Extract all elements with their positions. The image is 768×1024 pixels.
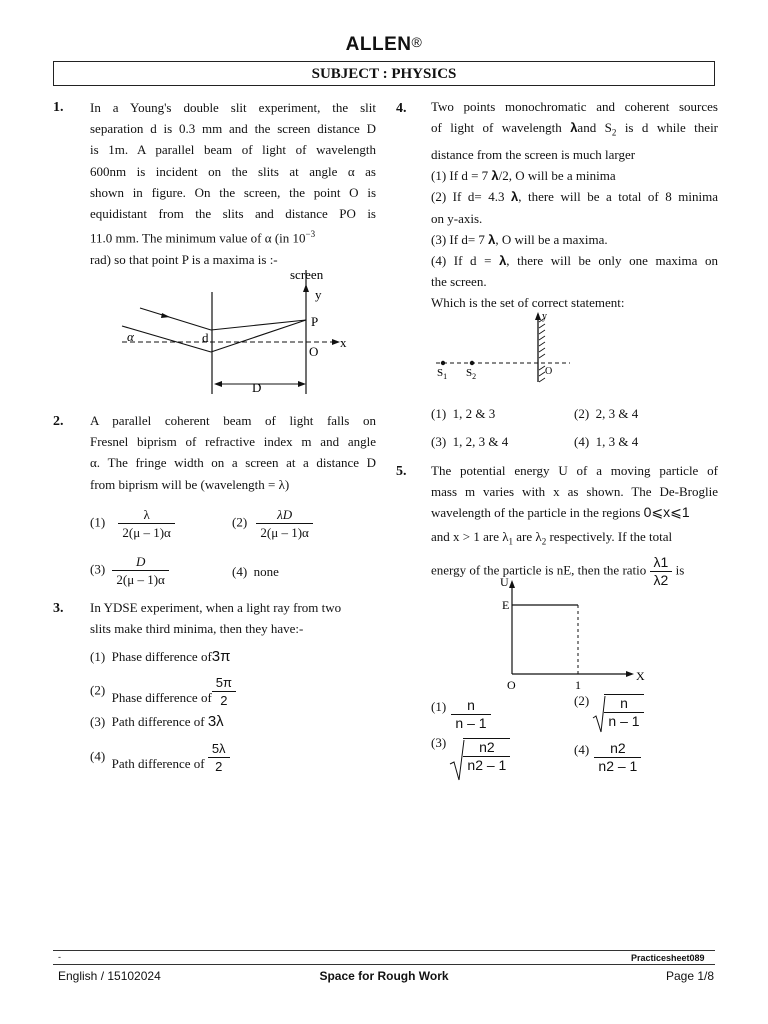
- q5-option-1[interactable]: (1) $\frac{n}{n - 1}$: [431, 697, 491, 732]
- q3-option-1[interactable]: (1) Phase difference of3π: [90, 648, 231, 665]
- footer-sheet-code: Practicesheet089: [631, 953, 705, 963]
- q5-graph-o-label: O: [507, 678, 516, 692]
- q3-option-4[interactable]: (4) Path difference of $\frac{5\lambda}{2}$: [90, 740, 230, 775]
- q3-number: 3.: [53, 601, 64, 616]
- q4-number: 4.: [396, 101, 407, 116]
- q4-text: Two points monochromatic and coherent sources of light of wavelength λand $S_2$ is d while their distance from the screen is much larger (1) If d = 7 λ/2, O will be a minima (2) If d= 4.3 λ, there will be a total of 8 minima on y-axis. (3) If d= 7 λ, O will be a maxima. (4) If d = λ, there will be only one maxima on the screen. Which is the set of correct statement:: [431, 99, 719, 311]
- q2-option-2[interactable]: (2) $\frac{\lambda D}{2(\mu - 1)\alpha}$: [232, 506, 313, 541]
- q3-option-3[interactable]: (3) Path difference of 3λ: [90, 713, 224, 730]
- q2-option-3[interactable]: (3) $\frac{D}{2(\mu - 1)\alpha}$: [90, 553, 169, 588]
- q1-fig-D-label: D: [252, 380, 262, 395]
- brand-logo: ALLEN®: [345, 34, 423, 55]
- q1-fig-o-label: O: [309, 344, 319, 359]
- q1-fig-x-label: x: [340, 335, 347, 350]
- q5-graph-1-label: 1: [575, 678, 581, 692]
- q1-fig-screen-label: screen: [290, 267, 324, 282]
- q5-number: 5.: [396, 464, 407, 479]
- subject-title: SUBJECT : PHYSICS: [53, 61, 715, 86]
- q5-option-4[interactable]: (4) $\frac{n2}{n2 - 1}$: [574, 740, 641, 775]
- q1-figure: [118, 262, 358, 402]
- q5-graph: [496, 574, 656, 692]
- q3-text: In YDSE experiment, when a light ray from two slits make third minima, then they have:-: [90, 600, 342, 637]
- q1-fig-d-label: d: [202, 330, 209, 345]
- footer-page-number: Page 1/8: [666, 969, 715, 983]
- footer-rough-work: Space for Rough Work: [319, 969, 449, 983]
- q2-number: 2.: [53, 414, 64, 429]
- footer-bottom-rule: [53, 964, 715, 965]
- q4-figure: [430, 308, 580, 384]
- q1-text: In a Young's double slit experiment, the slit separation d is 0.3 mm and the screen distance D is 1m. A parallel beam of light of wavelength 600nm is incident on the slits at angle α as shown in figure. On the screen, the point O is equidistant from the slits and distance PO is 11.0 mm. The minimum value of α (in $10^{-3}$ rad) so that point P is a maxima is :-: [90, 100, 376, 267]
- q1-fig-alpha-label: α: [127, 329, 134, 344]
- q4-option-4[interactable]: (4) 1, 3 & 4: [574, 434, 639, 449]
- footer-dash: -: [58, 952, 61, 962]
- q4-option-1[interactable]: (1) 1, 2 & 3: [431, 406, 496, 421]
- footer-language-date: English / 15102024: [58, 969, 161, 983]
- q2-option-4[interactable]: (4) none: [232, 564, 279, 579]
- footer-top-rule: [53, 950, 715, 951]
- q4-fig-o-label: O: [545, 366, 553, 377]
- q3-option-2[interactable]: (2) Phase difference of $\frac{5\pi}{2}$: [90, 674, 236, 709]
- q4-fig-y-label: y: [542, 311, 547, 322]
- q5-graph-e-label: E: [502, 598, 510, 612]
- q4-fig-s2-label: $S_2$: [466, 367, 477, 381]
- q4-fig-s1-label: $S_1$: [437, 367, 448, 381]
- q1-fig-y-label: y: [315, 287, 322, 302]
- q4-option-2[interactable]: (2) 2, 3 & 4: [574, 406, 639, 421]
- q5-text: The potential energy U of a moving particle of mass m varies with x as shown. The De-Broglie wavelength of the particle in the regions 0⩽x⩽1 and x > 1 are $\lambda_1$ are $\lambda_2$ respectively. If the total energy of the particle is nE, then the ratio $\frac{\lambda 1}{\lambda 2}$ is: [431, 463, 718, 589]
- q1-fig-p-label: P: [311, 314, 319, 329]
- q5-option-3[interactable]: (3) $\frac{n2}{n2 - 1}$: [431, 738, 510, 774]
- q4-option-3[interactable]: (3) 1, 2, 3 & 4: [431, 434, 509, 449]
- q5-graph-x-label: X: [636, 669, 645, 683]
- q2-text: A parallel coherent beam of light falls on Fresnel biprism of refractive index m and angle α. The fringe width on a screen at a distance D from biprism will be (wavelength = λ): [90, 413, 376, 492]
- q1-number: 1.: [53, 100, 64, 115]
- q5-graph-u-label: U: [500, 575, 509, 589]
- q5-option-2[interactable]: (2) $\frac{n}{n - 1}$: [574, 694, 644, 730]
- q2-option-1[interactable]: (1) $\frac{\lambda}{2(\mu - 1)\alpha}$: [90, 506, 175, 541]
